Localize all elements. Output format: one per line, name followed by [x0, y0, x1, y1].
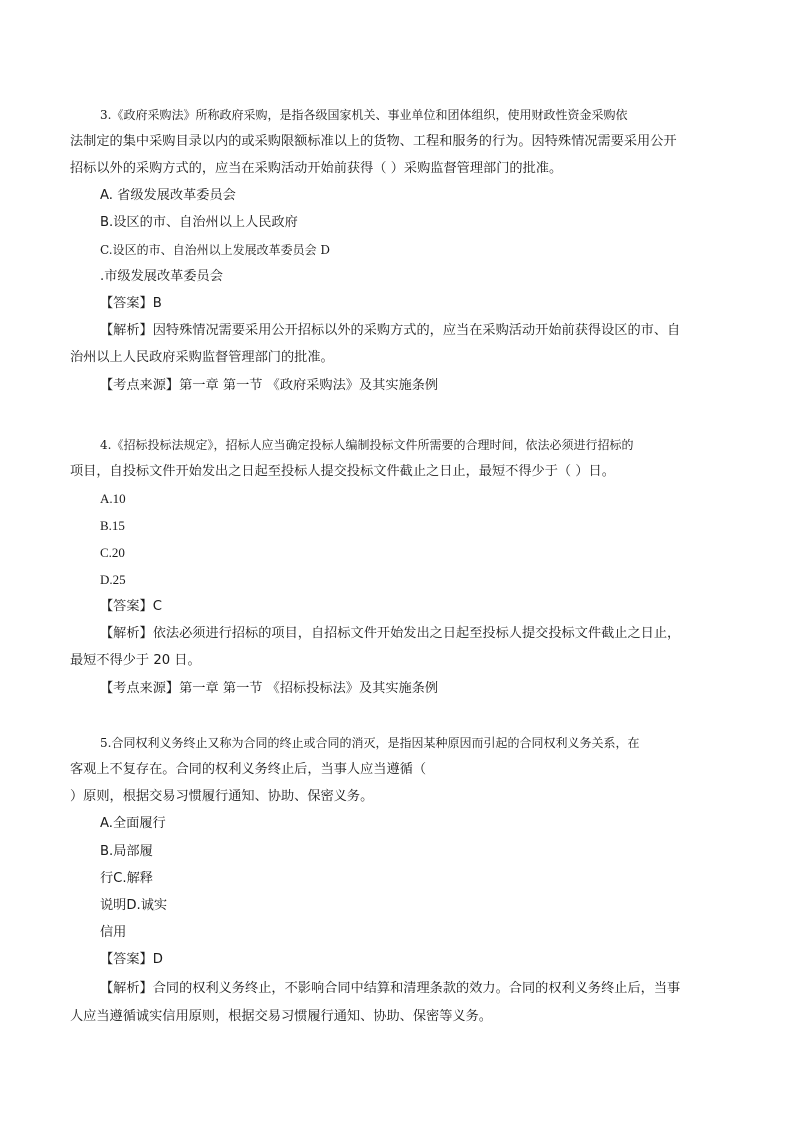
question-3-analysis-line-1: 【解析】因特殊情况需要采用公开招标以外的采购方式的，应当在采购活动开始前获得设区的市、自	[100, 323, 681, 338]
question-3-option-a: A. 省级发展改革委员会	[100, 188, 236, 203]
question-4-line-2: 项目，自投标文件开始发出之日起至投标人提交投标文件截止之日止，最短不得少于（ ）日。	[70, 464, 615, 479]
question-3-option-c: C.设区的市、自治州以上发展改革委员会 D	[100, 243, 331, 257]
question-4-source: 【考点来源】第一章 第一节 《招标投标法》及其实施条例	[100, 681, 439, 696]
question-5-option-d-cont: 信用	[100, 925, 127, 940]
question-5-answer: 【答案】D	[100, 952, 163, 967]
question-5-option-a: A.全面履行	[100, 816, 166, 831]
question-4-answer: 【答案】C	[100, 599, 162, 614]
question-3-line-2: 法制定的集中采购目录以内的或采购限额标准以上的货物、工程和服务的行为。因特殊情况需要采用公开	[70, 134, 677, 149]
question-5-analysis-line-1: 【解析】合同的权利义务终止，不影响合同中结算和清理条款的效力。合同的权利义务终止后，当事	[100, 981, 681, 996]
question-4-line-1: 4.《招标投标法规定》，招标人应当确定投标人编制投标文件所需要的合理时间，依法必须进行招标的	[100, 438, 634, 452]
question-4-analysis-line-1: 【解析】依法必须进行招标的项目，自招标文件开始发出之日起至投标人提交投标文件截止之日止，	[100, 626, 681, 641]
question-3-line-1: 3.《政府采购法》所称政府采购，是指各级国家机关、事业单位和团体组织，使用财政性资金采购依	[100, 108, 628, 122]
question-3-analysis-line-2: 治州以上人民政府采购监督管理部门的批准。	[70, 350, 334, 365]
question-4-option-b: B.15	[100, 518, 125, 533]
question-5-option-b: B.局部履	[100, 844, 153, 859]
question-4-option-d: D.25	[100, 572, 126, 587]
question-3-source: 【考点来源】第一章 第一节 《政府采购法》及其实施条例	[100, 378, 439, 393]
question-5-option-c: 行C.解释	[100, 871, 153, 886]
question-5-analysis-line-2: 人应当遵循诚实信用原则，根据交易习惯履行通知、协助、保密等义务。	[70, 1009, 492, 1024]
question-3-line-3: 招标以外的采购方式的，应当在采购活动开始前获得（ ）采购监督管理部门的批准。	[70, 161, 563, 176]
question-3-option-d: .市级发展改革委员会	[100, 269, 223, 284]
question-5-line-3: ）原则，根据交易习惯履行通知、协助、保密义务。	[70, 789, 374, 804]
question-3-option-b: B.设区的市、自治州以上人民政府	[100, 215, 298, 230]
question-4-option-a: A.10	[100, 491, 126, 506]
question-5-line-2: 客观上不复存在。合同的权利义务终止后，当事人应当遵循（	[70, 762, 427, 777]
question-5-line-1: 5.合同权利义务终止又称为合同的终止或合同的消灭，是指因某种原因而引起的合同权利义务关系，在	[100, 736, 640, 750]
question-5-option-d: 说明D.诚实	[100, 898, 168, 913]
question-4-analysis-line-2: 最短不得少于 20 日。	[70, 653, 201, 668]
question-3-answer: 【答案】B	[100, 296, 162, 311]
question-4-option-c: C.20	[100, 545, 125, 560]
